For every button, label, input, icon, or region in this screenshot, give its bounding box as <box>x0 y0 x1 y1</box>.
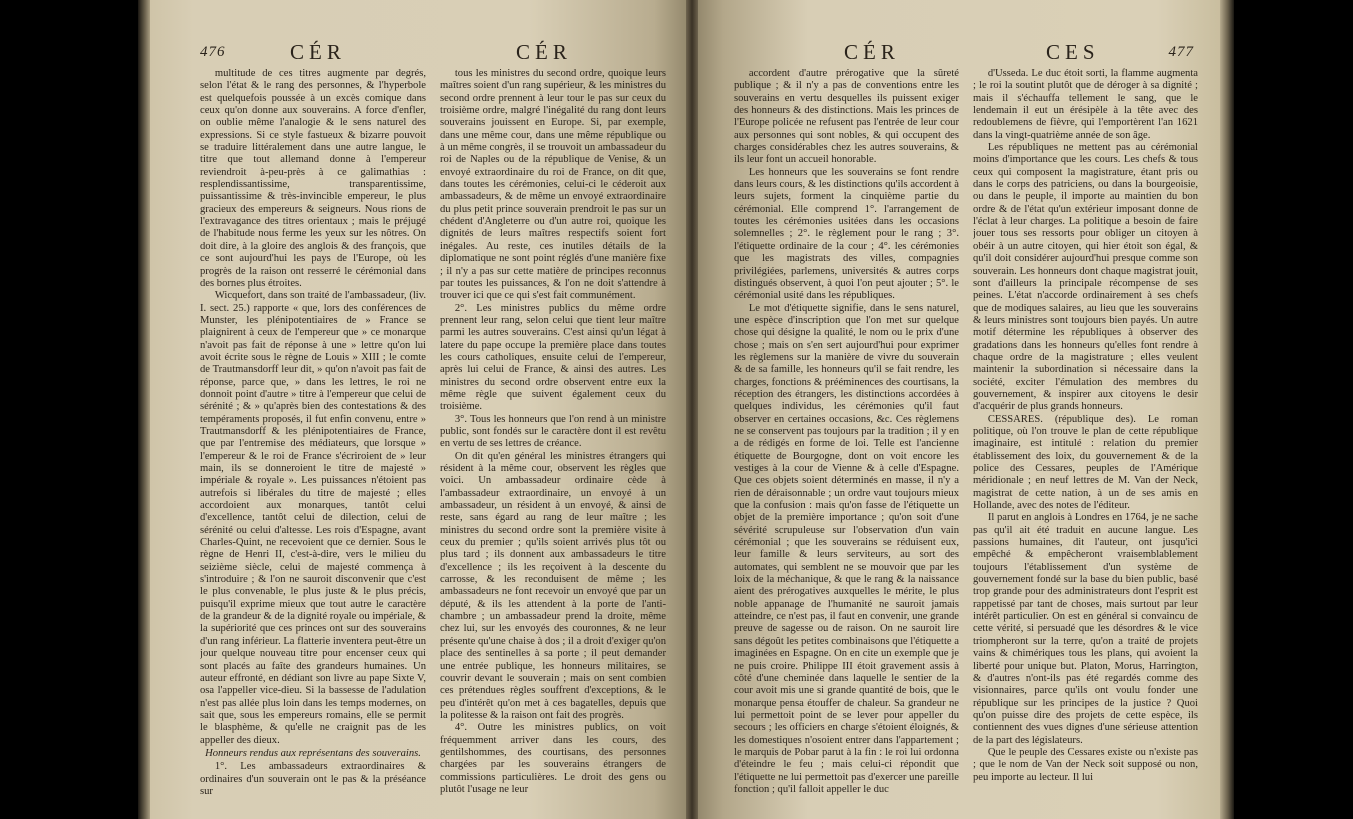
paragraph: Il parut en anglois à Londres en 1764, je ne sache pas qu'il ait été traduit en aucune langue. Les passions humaines, dit l'auteur, ont jusqu'ici empêché & empêcheront vraisemblablement toujours l'établissement d'un système de gouvernement fondé sur la base du bien public, basé trop grande pour des administrateurs dont l'esprit est rappetissé par tant de choses, mais surtout par leur intérêt particulier. On est en général si convaincu de cette vérité, si persuadé que les désordres & le vice triompheront sur la terre, qu'on a traité de projets vains & chimériques tous les plans, qui avoient la liberté pour unique but. Platon, Morus, Harrington, & d'autres n'ont-ils pas été regardés comme des visionnaires, parce qu'ils ont voulu fonder une république sur les principes de la justice ? Quoi qu'on puisse dire des projets de cette espèce, ils contiennent des vues dignes d'une sérieuse attention de la part des législateurs. <box>973 512 1198 746</box>
left-running-head-1: CÉR <box>290 40 346 64</box>
left-page-header <box>200 40 666 68</box>
left-page <box>150 0 692 819</box>
paragraph: Le mot d'étiquette signifie, dans le sens naturel, une espèce d'inscription que l'on met sur quelque chose qui désigne la qualité, le nom ou le prix d'une chose ; mais on s'en sert aujourd'hui pour exprimer les règlemens sur la manière de vivre du souverain & de sa famille, les honneurs qu'il se fait rendre, les charges, fonctions & prééminences des courtisans, la réception des étrangers, les distinctions accordées à quelques individus, les cérémonies qu'il faut observer en certaines occasions, &c. Ces règlemens ne se conservent pas toujours par la tradition ; il y en a de rédigés en forme de loi. Telle est l'ancienne étiquette de Bourgogne, dont on voit encore les vestiges à la cour de Vienne & à celle d'Espagne. Que ces objets soient déterminés en masse, il n'y a rien de déraisonnable ; un ordre vaut toujours mieux que la confusion : mais qu'on fasse de l'étiquette un objet de la première importance ; qu'on soit d'une sévérité scrupuleuse sur l'observation d'un vain cérémonial ; que les souverains se réduisent eux, leur famille & leurs serviteurs, au sort des automates, qui semblent ne se mouvoir que par les loix de la méchanique, & que le rang & la naissance aient des prérogatives auxquelles le mérite, le plus noble appanage de l'humanité ne sauroit jamais atteindre, ce n'est pas, il faut en convenir, une grande preuve de sagesse ou de raison. On ne sauroit lire sans dégoût les petites combinaisons que l'étiquette a imaginées en Espagne. On en cite un exemple que je ne puis croire. Philippe III étoit gravement assis à côté d'une cheminée dans laquelle le sentier de la cour avoit mis une si grande quantité de bois, que le monarque pensa étouffer de chaleur. Sa grandeur ne lui permettoit point de se lever pour appeller du secours ; les officiers en charge s'étoient éloignés, & les domestiques n'osoient entrer dans l'appartement ; le marquis de Pobar parut à la fin : le roi lui ordonna d'éteindre le feu ; mais celui-ci répondit que l'étiquette ne lui permettoit pas d'exercer une pareille fonction ; qu'il falloit appeller le duc <box>734 302 959 795</box>
right-running-head-2: CES <box>1046 40 1100 64</box>
right-column-2 <box>973 68 1198 819</box>
entry-cessares: CESSARES. (république des). Le roman politique, où l'on trouve le plan de cette république imaginaire, est intitulé : relation du premier établissement des loix, du gouvernement & de la police des Cessares, peuples de l'Amérique méridionale ; en neuf lettres de M. Van der Neck, magistrat de cette nation, à un de ses amis en Hollande, avec des notes de l'éditeur. <box>973 413 1198 512</box>
paragraph: 2°. Les ministres publics du même ordre prennent leur rang, selon celui que tient leur maître parmi les autres souverains. C'est ainsi qu'un légat à latere du pape occupe la première place dans toutes les cours catholiques, ensuite celui de l'empereur, après lui celui de France, & ainsi des autres. Les ministres du second ordre observent entre eux la même règle que suivent également ceux du troisième. <box>440 302 666 413</box>
paragraph: 4°. Outre les ministres publics, on voit fréquemment arriver dans les cours, des gentilshommes, des courtisans, des personnes chargées par les souverains étrangers de commissions particulières. Le droit des gens ou plutôt l'usage ne leur <box>440 722 666 795</box>
paragraph: tous les ministres du second ordre, quoique leurs maîtres soient d'un rang supérieur, & les ministres du second ordre prennent à leur tour le pas sur ceux du troisième ordre, malgré l'inégalité du rang dont leurs souverains jouissent en Europe. Si, par exemple, dans une même cour, dans une même république ou à un même congrès, il se trouvoit un ambassadeur du roi de Naples ou de la république de Venise, & un envoyé extraordinaire du roi de France, on dit que, dans toutes les cérémonies, celui-ci le céderoit aux ambassadeurs, & de même un envoyé extraordinaire du plus petit prince souverain prendroit le pas sur un chédent d'Angleterre ou d'un autre roi, quoique les dignités de leurs maîtres respectifs soient fort inégales. Au reste, ces inutiles détails de la diplomatique ne sont point réglés d'une manière fixe ; il n'y a pas sur cette matière de principes reconnus par toutes les puissances, & l'on ne doit s'attendre à trouver ici que ce qui s'est fait communément. <box>440 68 666 302</box>
right-page-number: 477 <box>1168 44 1194 60</box>
left-running-head-2: CÉR <box>516 40 572 64</box>
paragraph: 3°. Tous les honneurs que l'on rend à un ministre public, sont fondés sur le caractère dont il est revêtu en vertu de ses lettres de créance. <box>440 413 666 450</box>
paragraph: Les républiques ne mettent pas au cérémonial moins d'importance que les cours. Les chefs & tous ceux qui composent la magistrature, étant pris ou dans le corps des patriciens, ou dans la bourgeoisie, ou dans le peuple, il importe au maintien du bon ordre & de l'état qu'un extérieur imposant donne de l'éclat à leur charges. La politique a besoin de faire jouer tous ses ressorts pour obliger un citoyen à obéir à un autre citoyen, qui hier étoit son égal, & qu'il doit considérer aujourd'hui presque comme son souverain. Les honneurs dont chaque magistrat jouit, sont d'ailleurs la principale récompense de ses peines. L'état n'accorde ordinairement à ses chefs que de modiques salaires, au lieu que les souverains & leurs ministres sont toujours bien payés. Un autre motif détermine les républiques à observer des gradations dans les honneurs qu'elles font rendre à chaque ordre de la magistrature ; elles veulent maintenir la subordination si nécessaire dans la société, exciter l'émulation des membres du gouvernement, & inspirer aux citoyens le desir d'acquérir de plus grands honneurs. <box>973 142 1198 413</box>
paragraph: On dit qu'en général les ministres étrangers qui résident à la même cour, observent les règles que voici. Un ambassadeur ordinaire cède à l'ambassadeur extraordinaire, un envoyé à un ambassadeur, un résident à un envoyé, & ainsi de reste, sans égard au rang de leur maître ; les ministres du second ordre sont la première visite à ceux du premier ; qu'ils soient arrivés plus tôt ou plus tard ; ils donnent aux ambassadeurs le titre d'excellence ; ils les reçoivent à la descente du carrosse, & les reconduisent de même ; les ambassadeurs ne font recevoir un envoyé que par un député, & ils les attendent à la porte de l'anti-chambre ; un ambassadeur prend la droite, même chez lui, sur les envoyés des couronnes, & ne leur présente qu'une chaise à dos ; il a droit d'exiger qu'on place des sentinelles à sa porte ; il peut demander une entrée publique, les honneurs militaires, se couvrir devant le souverain ; mais on sent combien ces prétendues règles souffrent d'exceptions, & le peu d'intérêt qu'on met à ces bagatelles, depuis que la politesse & la raison ont fait des progrès. <box>440 450 666 721</box>
paragraph: accordent d'autre prérogative que la sûreté publique ; & il n'y a pas de conventions entre les souverains en vertu desquelles ils puissent exiger des honneurs & des distinctions. Mais les princes de l'Europe policée ne refusent pas l'entrée de leur cour aux personnes qui sont nobles, & qui occupent des charges considérables chez les autres souverains, & ils leur font un accueil honorable. <box>734 68 959 166</box>
right-running-head-1: CÉR <box>844 40 900 64</box>
right-page <box>692 0 1220 819</box>
paragraph: d'Usseda. Le duc étoit sorti, la flamme augmenta ; le roi la soutint plutôt que de déroger à sa dignité ; mais il s'échauffa tellement le sang, que le lendemain il eut un érésipèle à la tête avec des redoublemens de fièvre, qui l'emportèrent l'an 1621 dans la vingt-quatrième année de son âge. <box>973 68 1198 141</box>
paragraph: multitude de ces titres augmente par degrés, selon l'état & le rang des personnes, & l'hyperbole est quelquefois poussée à un excès comique dans ceux qu'on donne aux souverains. A force d'enfler, on oublie même l'analogie & le sens naturel des expressions. Si ce style fastueux & bizarre pouvoit se traduire littéralement dans une autre langue, le titre que tout allemand donne à l'empereur reviendroit à-peu-près à ce galimathias : resplendissantissime, transparentissime, puissantissime & très-invincible empereur, le plus gracieux des empereurs & seigneurs. Nous rions de l'extravagance des titres orientaux ; mais le préjugé de l'habitude nous ferme les yeux sur les nôtres. On doit dire, à la gloire des anglois & des françois, que ce sont aujourd'hui les pays de l'Europe, où les progrès de la raison ont resserré le cérémonial dans des bornes plus étroites. <box>200 68 426 289</box>
right-column-1 <box>734 68 959 819</box>
left-page-edge <box>138 0 150 819</box>
paragraph: Les honneurs que les souverains se font rendre dans leurs cours, & les distinctions qu'ils accordent à leurs sujets, forment la cinquième partie du cérémonial. Elle comprend 1°. l'arrangement de toutes les cérémonies usitées dans les occasions solemnelles ; 2°. le règlement pour le rang ; 3°. l'étiquette ordinaire de la cour ; 4°. les cérémonies que les magistrats des villes, compagnies privilégiées, parlemens, universités & autres corps distingués observent, à quoi l'on peut ajouter ; 5°. le cérémonial usité dans les républiques. <box>734 166 959 302</box>
paragraph: Wicquefort, dans son traité de l'ambassadeur, (liv. I. sect. 25.) rapporte « que, lors des conférences de Munster, les plénipotentiaires de » France se plaignirent à ceux de l'empereur que » ce monarque n'avoit pas fait de réponse à une » lettre qu'on lui avoit écrite sous le règne de Louis » XIII ; le comte de Trautmansdorff leur dit, » qu'on n'avoit pas fait de réponse, parce que, » dans les lettres, le roi ne donnoit point d'autre » titre à l'empereur que celui de sérénité ; & » qu'après bien des contestations & des tempéraments proposés, il fut enfin convenu, entre » Trautmansdorff & les plénipotentiaires de France, que par l'entremise des médiateurs, que lorsque » l'empereur & le roi de France s'écriroient de » leur main, ils se donneroient le titre de majesté » impériale & royale ». Les puissances n'étoient pas autrefois si libérales du titre de majesté ; elles accordoient aux monarques, tantôt celui d'excellence, tantôt celui de dilection, celui de sérénité ou celui d'altesse. Les rois d'Espagne, avant Charles-Quint, ne recevoient que ce dernier. Sous le règne de Henri II, c'est-à-dire, vers le milieu du seizième siècle, celui de majesté commença à s'introduire ; & l'on ne sauroit disconvenir que c'est le plus convenable, le plus juste & le plus précis, puisqu'il exprime mieux que tout autre le caractère de la grandeur & de la dignité royale ou impériale, & la supériorité que ces princes ont sur des souverains d'un rang inférieur. La flatterie inventera peut-être un jour quelque nouveau titre pour encenser ceux qui sont placés au faîte des grandeurs humaines. Un auteur effronté, en dédiant son livre au pape Sixte V, osa l'appeller vice-dieu. Si la bassesse de l'adulation n'est pas allée plus loin dans les temps modernes, on sait que, sous les empereurs romains, elle se permit le blasphème, & qu'elle ne craignit pas de les appeller des dieux. <box>200 290 426 746</box>
book-gutter <box>686 0 698 819</box>
right-page-header <box>734 40 1198 68</box>
right-page-edge <box>1220 0 1234 819</box>
right-page-columns <box>734 68 1198 819</box>
left-column-2 <box>440 68 666 819</box>
paragraph: 1°. Les ambassadeurs extraordinaires & ordinaires d'un souverain ont le pas & la préséance sur <box>200 761 426 797</box>
section-heading: Honneurs rendus aux représentans des souverains. <box>205 747 421 759</box>
paragraph: Que le peuple des Cessares existe ou n'existe pas ; que le nom de Van der Neck soit supposé ou non, peu importe au lecteur. Il lui <box>973 746 1198 783</box>
left-column-1 <box>200 68 426 819</box>
left-page-number: 476 <box>200 44 226 60</box>
left-page-columns <box>200 68 666 819</box>
